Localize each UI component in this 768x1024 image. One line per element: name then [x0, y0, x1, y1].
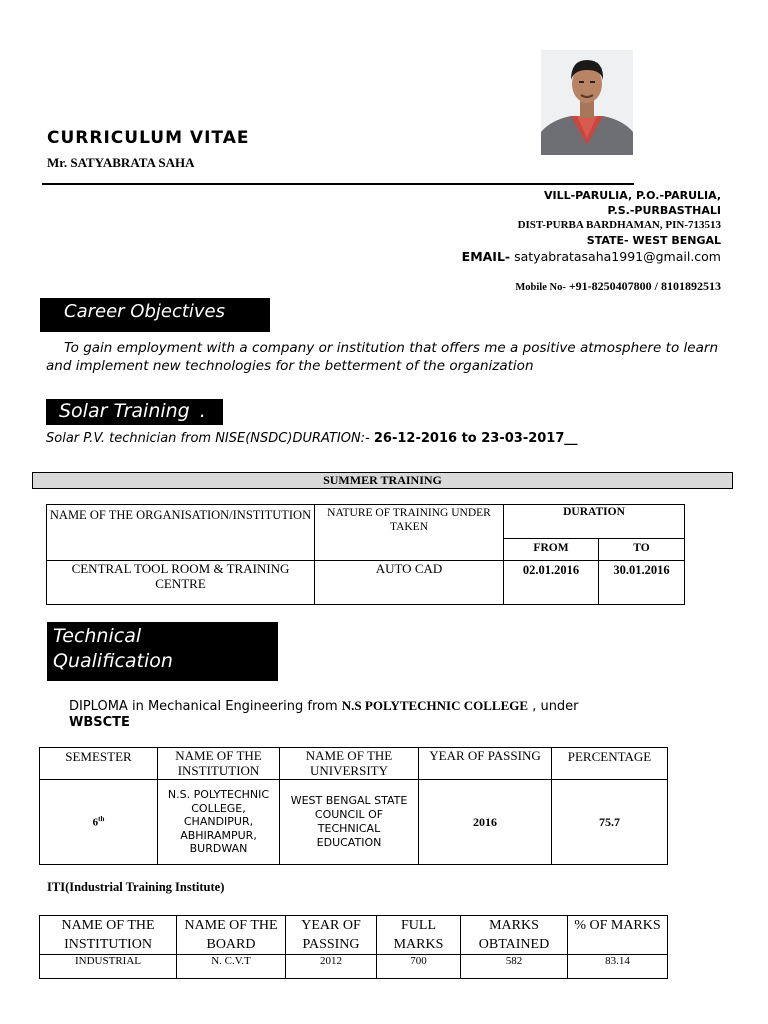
col-institution-header: NAME OF THE INSTITUTION: [158, 748, 280, 780]
col-org-header: NAME OF THE ORGANISATION/INSTITUTION: [47, 505, 315, 561]
summer-from: 02.01.2016: [504, 561, 599, 605]
profile-photo: [541, 50, 633, 155]
email-label: EMAIL-: [461, 249, 511, 264]
header-divider: [42, 183, 634, 185]
percentage-value: 75.7: [552, 780, 668, 865]
mobile-value: +91-8250407800 / 8101892513: [568, 279, 721, 293]
candidate-name: Mr. SATYABRATA SAHA: [47, 155, 195, 170]
col-iti-obtained-header: MARKS OBTAINED: [461, 916, 568, 955]
diploma-discipline: Mechanical Engineering: [147, 699, 304, 714]
solar-training-heading: [46, 399, 223, 425]
col-university-header: NAME OF THE UNIVERSITY: [280, 748, 419, 780]
summer-training-table: [46, 504, 685, 605]
under-text: , under: [532, 699, 579, 714]
career-objectives-text: To gain employment with a company or institution that offers me a positive atmosphere to learn and implement new technologies for the betterment of the organization: [46, 340, 718, 374]
solar-training-heading-text: Solar Training: [59, 400, 190, 422]
mobile-label: Mobile No-: [515, 282, 566, 293]
iti-obtained: 582: [461, 955, 568, 979]
email-line: [462, 249, 721, 264]
semester-number: 6: [92, 816, 99, 829]
diploma-table: [39, 747, 668, 865]
col-to-header: TO: [599, 539, 685, 561]
solar-training-dates: 26-12-2016 to 23-03-2017: [373, 431, 565, 446]
col-percentage-header: PERCENTAGE: [552, 748, 668, 780]
address-line-1: VILL-PARULIA, P.O.-PARULIA,: [543, 189, 721, 202]
col-iti-percent-header: % OF MARKS: [568, 916, 668, 955]
address-line-3: DIST-PURBA BARDHAMAN, PIN-713513: [517, 219, 721, 231]
col-duration-header: DURATION: [504, 505, 685, 539]
solar-training-underscore: __: [564, 431, 578, 446]
col-iti-board-header: NAME OF THE BOARD: [177, 916, 286, 955]
solar-training-heading-dot: .: [199, 400, 206, 422]
col-iti-full-header: FULL MARKS: [377, 916, 461, 955]
summer-nature: AUTO CAD: [315, 561, 504, 605]
iti-full: 700: [377, 955, 461, 979]
email-value: satyabratasaha1991@gmail.com: [514, 249, 721, 264]
in-word: in: [131, 699, 144, 714]
iti-percent: 83.14: [568, 955, 668, 979]
career-objectives-heading: Career Objectives: [40, 298, 270, 332]
summer-to: 30.01.2016: [599, 561, 685, 605]
diploma-statement: [69, 698, 689, 731]
iti-table: [39, 915, 668, 979]
technical-qualification-heading: [47, 622, 278, 681]
year-value: 2016: [419, 780, 552, 865]
cv-title: CURRICULUM VITAE: [47, 128, 250, 148]
iti-board: N. C.V.T: [177, 955, 286, 979]
iti-heading: ITI(Industrial Training Institute): [47, 880, 225, 894]
summer-org: CENTRAL TOOL ROOM & TRAINING CENTRE: [47, 561, 315, 605]
table-row: [40, 780, 668, 865]
technical-heading-line1: Technical: [53, 625, 142, 647]
summer-training-heading: SUMMER TRAINING: [32, 472, 733, 489]
table-row: [47, 561, 685, 605]
col-iti-institution-header: NAME OF THE INSTITUTION: [40, 916, 177, 955]
solar-training-text: [46, 431, 577, 446]
iti-institution: INDUSTRIAL: [40, 955, 177, 979]
institution-value: N.S. POLYTECHNIC COLLEGE, CHANDIPUR, ABHIRAMPUR, BURDWAN: [158, 780, 280, 865]
address-line-4: STATE- WEST BENGAL: [586, 234, 721, 247]
technical-heading-line2: Qualification: [53, 650, 173, 672]
col-nature-header: NATURE OF TRAINING UNDER TAKEN: [315, 505, 504, 561]
solar-training-desc: Solar P.V. technician from NISE(NSDC)DURATION:-: [46, 431, 370, 446]
semester-suffix: th: [98, 815, 105, 824]
iti-year: 2012: [286, 955, 377, 979]
col-iti-year-header: YEAR OF PASSING: [286, 916, 377, 955]
diploma-board: WBSCTE: [69, 715, 130, 730]
mobile-line: [515, 279, 721, 294]
col-year-header: YEAR OF PASSING: [419, 748, 552, 780]
address-line-2: P.S.-PURBASTHALI: [607, 204, 721, 217]
table-row: [40, 955, 668, 979]
diploma-word: DIPLOMA: [69, 699, 128, 714]
from-word: from: [307, 699, 338, 714]
col-from-header: FROM: [504, 539, 599, 561]
semester-value: [40, 780, 158, 865]
col-semester-header: SEMESTER: [40, 748, 158, 780]
university-value: WEST BENGAL STATE COUNCIL OF TECHNICAL EDUCATION: [280, 780, 419, 865]
diploma-college: N.S POLYTECHNIC COLLEGE: [341, 698, 529, 713]
